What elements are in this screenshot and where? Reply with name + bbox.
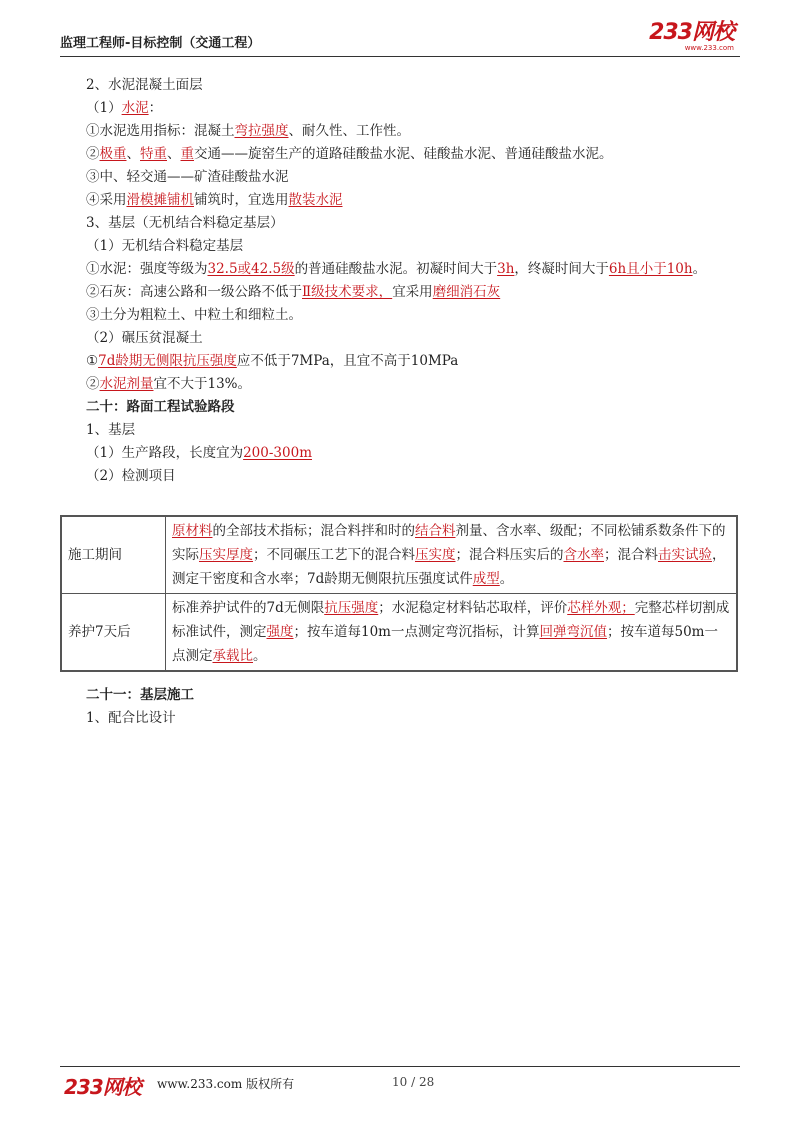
text-segment: ① xyxy=(86,353,99,369)
text-line xyxy=(86,189,736,212)
text-segment: 铺筑时，宜选用 xyxy=(194,192,289,208)
text-line xyxy=(86,143,736,166)
highlighted-term: 承载比 xyxy=(212,648,253,664)
text-segment: ② xyxy=(86,146,100,162)
text-segment: ，测定干密度和含水率；7d龄期无侧限抗压强度试件 xyxy=(172,547,726,587)
highlighted-term: 3h xyxy=(497,261,515,277)
text-segment: 。 xyxy=(253,648,267,664)
highlighted-term: 芯样外观； xyxy=(567,600,635,616)
text-segment: ；混合料 xyxy=(604,547,658,563)
highlighted-term: 弯拉强度 xyxy=(234,123,289,139)
text-segment: 应不低于7MPa，且宜不高于10MPa xyxy=(236,353,459,369)
text-segment: 1、配合比设计 xyxy=(86,710,176,726)
text-line xyxy=(86,74,736,97)
text-segment: 交通——旋窑生产的道路硅酸盐水泥、硅酸盐水泥、普通硅酸盐水泥。 xyxy=(194,146,613,162)
text-segment: ② xyxy=(86,376,100,392)
copyright-text: www.233.com 版权所有 xyxy=(157,1077,295,1091)
table-row xyxy=(61,516,737,594)
highlighted-term: 压实度 xyxy=(415,547,456,563)
highlighted-term: 击实试验 xyxy=(658,547,712,563)
text-segment: 二十一：基层施工 xyxy=(86,687,194,703)
text-segment: 完整芯样切割成标准试件，测定 xyxy=(172,600,730,640)
text-line xyxy=(86,258,736,281)
text-segment: ；按车道每50m一点测定 xyxy=(172,624,718,664)
highlighted-term: 6h且小于10h xyxy=(608,261,693,277)
text-line xyxy=(86,465,736,488)
text-segment: ①水泥选用指标：混凝土 xyxy=(86,123,235,139)
text-segment: ： xyxy=(148,100,163,116)
highlighted-term: 回弹弯沉值 xyxy=(539,624,607,640)
text-line xyxy=(86,235,736,258)
text-line xyxy=(86,396,736,419)
highlighted-term: 水泥 xyxy=(121,100,149,116)
text-segment: 3、基层（无机结合料稳定基层） xyxy=(86,215,284,231)
text-segment: （1）无机结合料稳定基层 xyxy=(86,238,244,254)
text-segment: ①水泥：强度等级为 xyxy=(86,261,208,277)
page-footer xyxy=(60,1066,740,1101)
text-segment: 。 xyxy=(692,261,707,277)
row-description xyxy=(166,516,738,594)
text-line xyxy=(86,684,736,707)
text-line xyxy=(86,281,736,304)
text-segment: 标准养护试件的7d无侧限 xyxy=(172,600,325,616)
text-segment: 、 xyxy=(126,146,140,162)
text-line xyxy=(86,707,736,730)
text-segment: （1） xyxy=(86,100,122,116)
text-segment: 、 xyxy=(167,146,181,162)
text-segment: ④采用 xyxy=(86,192,127,208)
text-segment: ；混合料压实后的 xyxy=(455,547,564,563)
text-segment: （2）检测项目 xyxy=(86,468,176,484)
text-line xyxy=(86,120,736,143)
highlighted-term: Ⅱ级技术要求， xyxy=(302,284,393,300)
main-content xyxy=(86,74,736,488)
highlighted-term: 散装水泥 xyxy=(288,192,343,208)
highlighted-term: 重 xyxy=(180,146,194,162)
text-line xyxy=(86,419,736,442)
highlighted-term: 原材料 xyxy=(172,523,213,539)
text-segment: 的全部技术指标；混合料拌和时的 xyxy=(212,523,415,539)
text-segment: 1、基层 xyxy=(86,422,136,438)
highlighted-term: 32.5或42.5级 xyxy=(207,261,295,277)
text-segment: 宜不大于13%。 xyxy=(153,376,252,392)
footer-logo: 233网校 xyxy=(64,1075,141,1099)
logo-text: 233网校 xyxy=(649,20,734,45)
text-segment: ③中、轻交通——矿渣硅酸盐水泥 xyxy=(86,169,289,185)
text-line xyxy=(86,327,736,350)
highlighted-term: 强度 xyxy=(266,624,294,640)
text-segment: ，终凝时间大于 xyxy=(514,261,609,277)
highlighted-term: 200-300m xyxy=(243,445,312,461)
row-description xyxy=(166,594,738,672)
highlighted-term: 含水率 xyxy=(563,547,604,563)
text-segment: ；按车道每10m一点测定弯沉指标，计算 xyxy=(293,624,540,640)
table-row xyxy=(61,594,737,672)
highlighted-term: 7d龄期无侧限抗压强度 xyxy=(98,353,237,369)
text-segment: 、耐久性、工作性。 xyxy=(288,123,410,139)
text-segment: 二十：路面工程试验路段 xyxy=(86,399,235,415)
text-line xyxy=(86,97,736,120)
text-segment: 剂量、含水率、级配；不同松铺系数条件下的实际 xyxy=(172,523,726,563)
section-content xyxy=(86,684,736,730)
text-segment: ；不同碾压工艺下的混合料 xyxy=(253,547,415,563)
row-label: 养护7天后 xyxy=(61,594,166,672)
logo-url: www.233.com xyxy=(684,44,734,52)
highlighted-term: 结合料 xyxy=(415,523,456,539)
page-header xyxy=(60,22,740,57)
text-segment: ；水泥稳定材料钻芯取样，评价 xyxy=(378,600,568,616)
text-segment: ②石灰：高速公路和一级公路不低于 xyxy=(86,284,302,300)
highlighted-term: 极重 xyxy=(99,146,127,162)
text-line xyxy=(86,304,736,327)
text-line xyxy=(86,212,736,235)
text-segment: 2、水泥混凝土面层 xyxy=(86,77,203,93)
document-title: 监理工程师-目标控制（交通工程） xyxy=(60,36,261,51)
detection-table xyxy=(60,515,738,672)
page-number: 10 / 28 xyxy=(392,1075,435,1089)
text-segment: （2）碾压贫混凝土 xyxy=(86,330,203,346)
text-line xyxy=(86,166,736,189)
text-line xyxy=(86,442,736,465)
highlighted-term: 特重 xyxy=(140,146,167,162)
highlighted-term: 抗压强度 xyxy=(324,600,379,616)
text-segment: ③土分为粗粒土、中粒土和细粒土。 xyxy=(86,307,302,323)
text-segment: 。 xyxy=(499,571,514,587)
text-segment: 的普通硅酸盐水泥。初凝时间大于 xyxy=(294,261,498,277)
highlighted-term: 压实厚度 xyxy=(199,547,253,563)
text-line xyxy=(86,373,736,396)
text-segment: （1）生产路段，长度宜为 xyxy=(86,445,244,461)
row-label: 施工期间 xyxy=(61,516,166,594)
highlighted-term: 成型 xyxy=(472,571,500,587)
brand-logo xyxy=(649,22,734,52)
text-segment: 宜采用 xyxy=(392,284,433,300)
highlighted-term: 水泥剂量 xyxy=(99,376,154,392)
highlighted-term: 磨细消石灰 xyxy=(432,284,501,300)
text-line xyxy=(86,350,736,373)
highlighted-term: 滑模摊铺机 xyxy=(126,192,194,208)
